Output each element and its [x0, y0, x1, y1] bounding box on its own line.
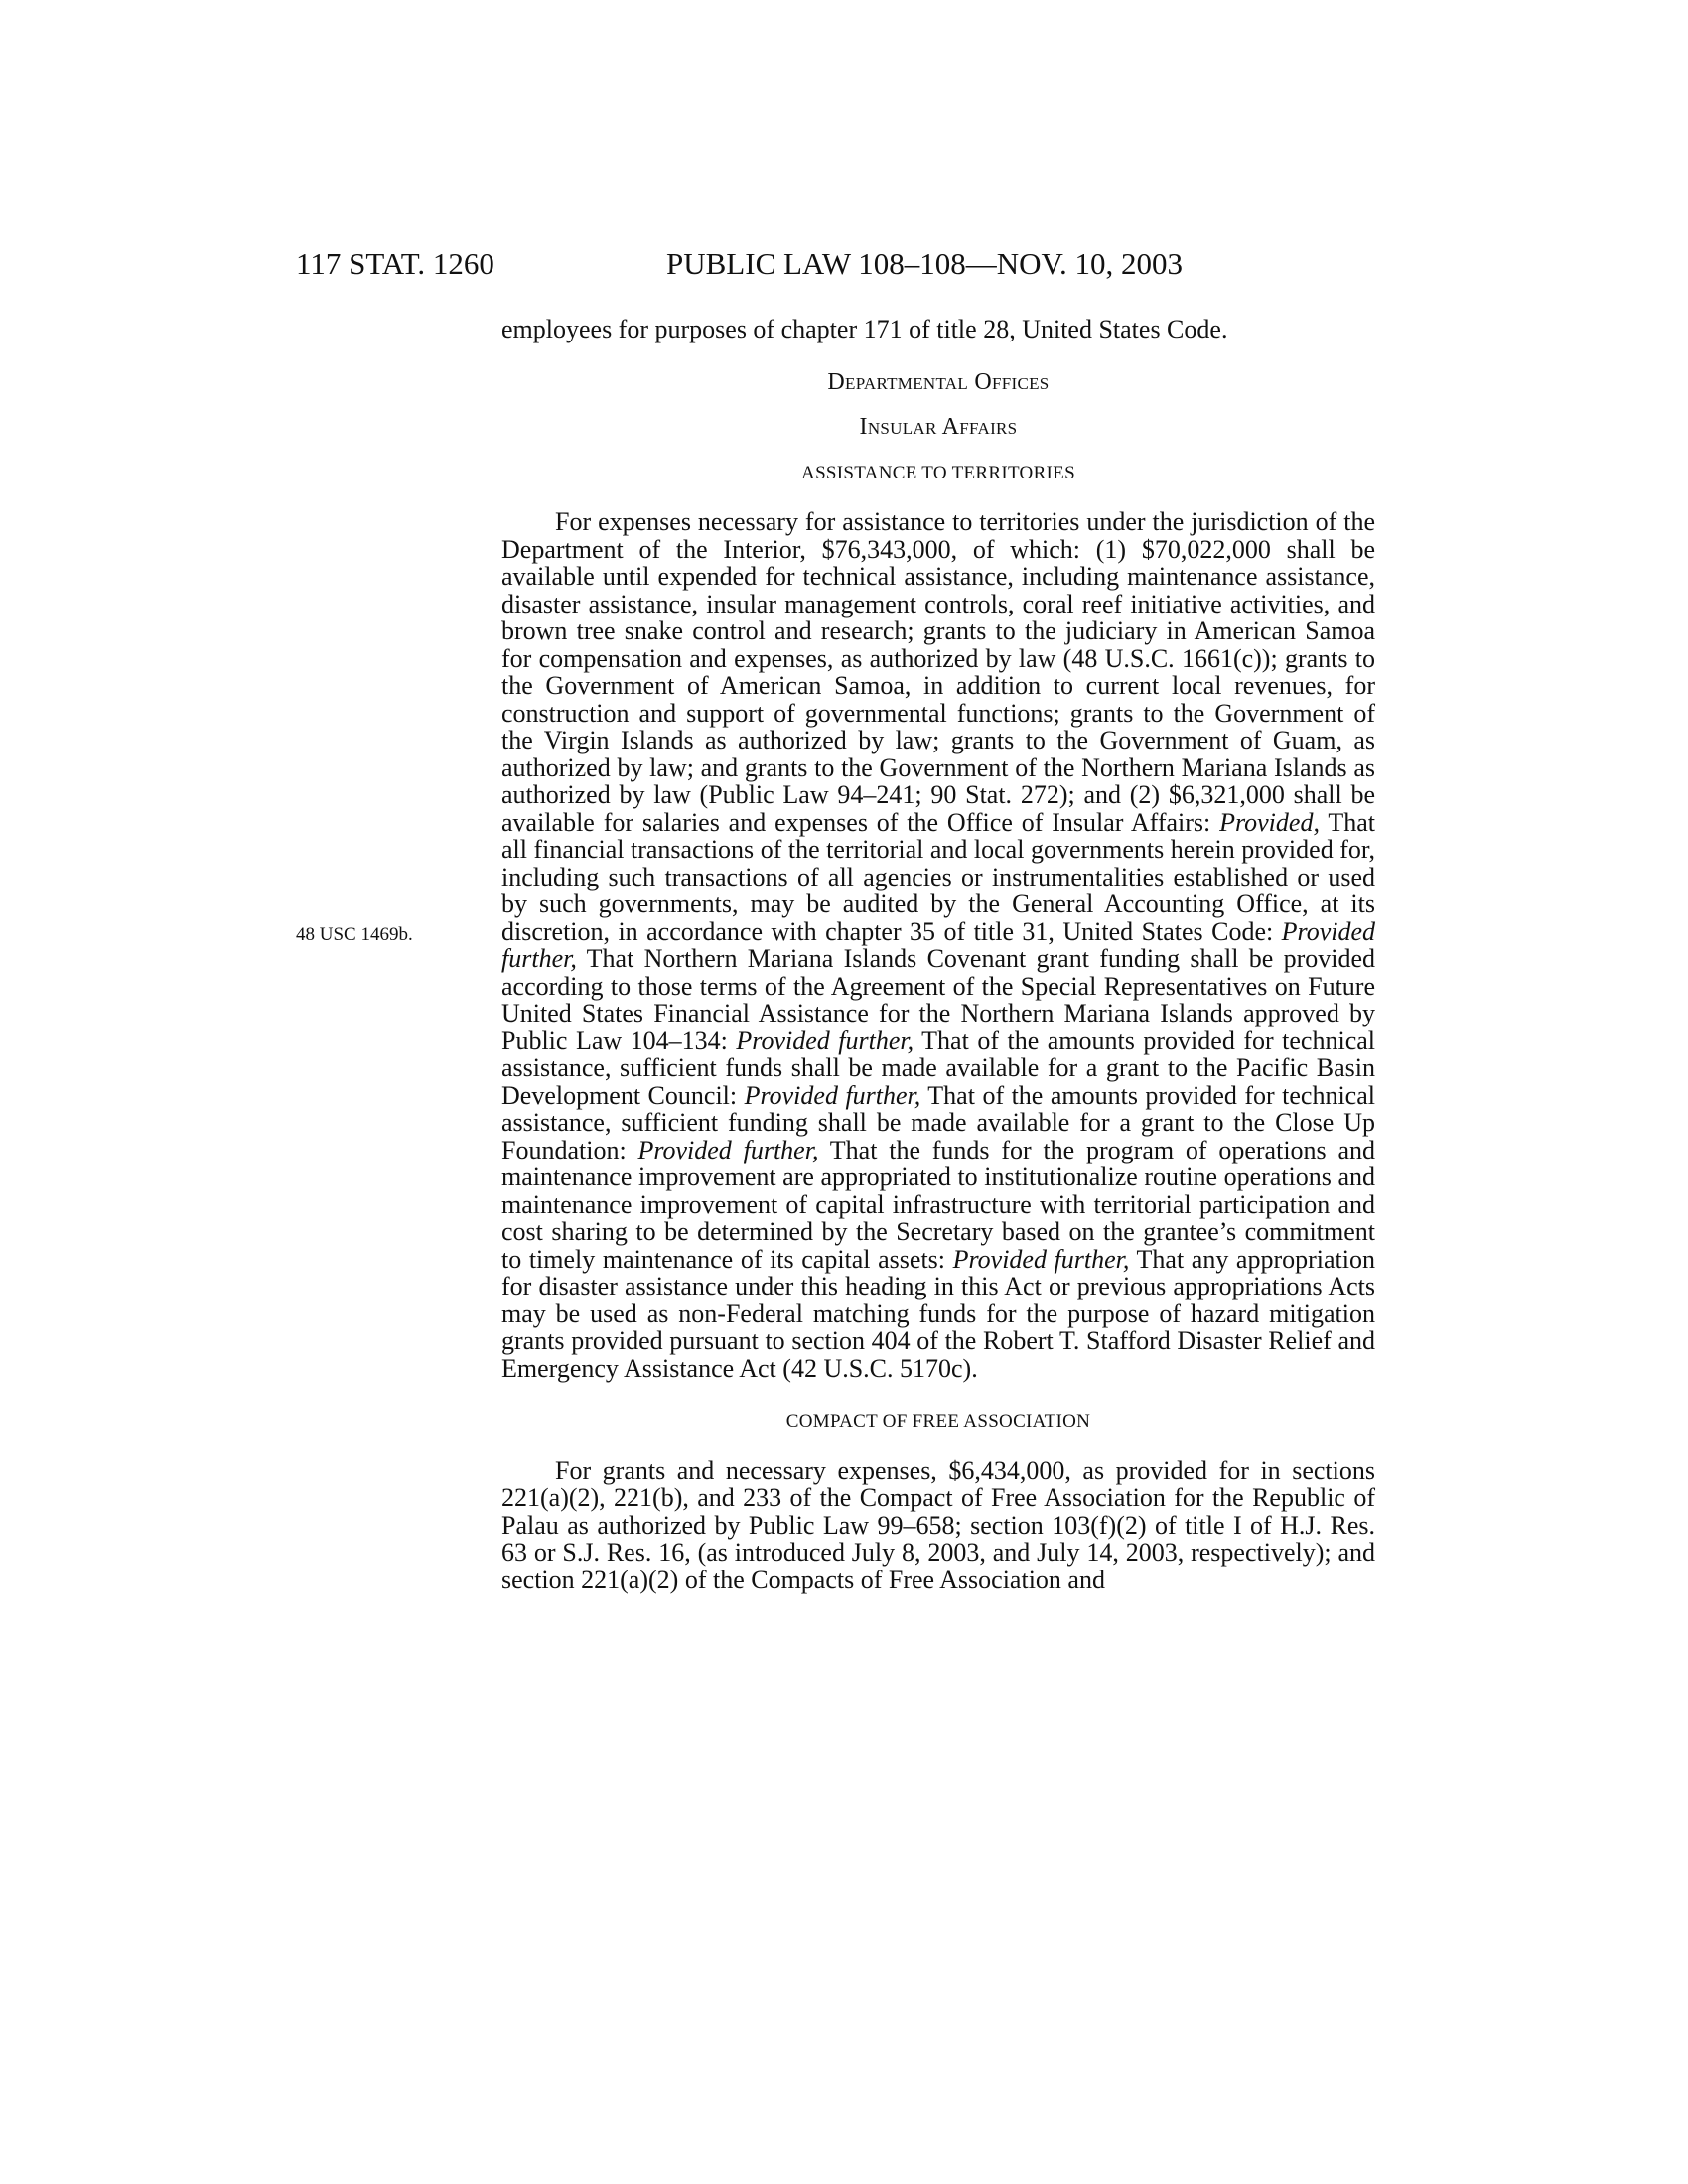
- assistance-text-2: That all financial transactions of the territorial and local governments herein provided for, including such transactions of all agencies or instrumentalities established or used by such governments, may be audited by the General Accounting Office, at its discretion, in accordance with chapter 35 of title 31, United States Code:: [501, 807, 1375, 946]
- assistance-text-6: That the funds for the program of operations and maintenance improvement are appropriated to institutionalize routine operations and maintenance improvement of capital infrastructure with territorial participation and cost sharing to be determined by the Secretary based on the grantee’s commitment to timely maintenance of its capital assets:: [501, 1135, 1375, 1274]
- proviso-1: Provided,: [1219, 807, 1320, 837]
- heading-insular-affairs: Insular Affairs: [859, 414, 1018, 440]
- assistance-text-5: That of the amounts provided for technical assistance, sufficient funding shall be made available for a grant to the Close Up Foundation:: [501, 1080, 1375, 1164]
- lead-paragraph: employees for purposes of chapter 171 of title 28, United States Code.: [501, 315, 1228, 343]
- assistance-text-1: For expenses necessary for assistance to territories under the jurisdiction of the Department of the Interior, $76,343,000, of which: (1) $70,022,000 shall be available until expended for technical assistance, including maintenance assistance, disaster assistance, insular management controls, coral reef initiative activities, and brown tree snake control and research; grants to the judiciary in American Samoa for compensation and expenses, as authorized by law (48 U.S.C. 1661(c)); grants to the Government of American Samoa, in addition to current local revenues, for construction and support of governmental functions; grants to the Government of the Virgin Islands as authorized by law; grants to the Government of Guam, as authorized by law; and grants to the Government of the Northern Mariana Islands as authorized by law (Public Law 94–241; 90 Stat. 272); and (2) $6,321,000 shall be available for salaries and expenses of the Office of Insular Affairs:: [501, 507, 1375, 837]
- proviso-4: Provided further,: [744, 1080, 921, 1110]
- assistance-text-7: That any appropriation for disaster assistance under this heading in this Act or previous appropriations Acts may be used as non-Federal matching funds for the purpose of hazard mitigation grants provided pursuant to section 404 of the Robert T. Stafford Disaster Relief and Emergency Assistance Act (42 U.S.C. 5170c).: [501, 1244, 1375, 1383]
- heading-departmental-offices: Departmental Offices: [827, 368, 1050, 395]
- heading-assistance-to-territories: ASSISTANCE TO TERRITORIES: [801, 462, 1075, 483]
- page-header: [296, 246, 1378, 286]
- running-title: PUBLIC LAW 108–108—NOV. 10, 2003: [666, 246, 1183, 281]
- document-body: [501, 316, 1375, 1593]
- proviso-2: Provided further,: [501, 916, 1375, 973]
- statute-page-number: 117 STAT. 1260: [296, 246, 494, 281]
- assistance-text-4: That of the amounts provided for technical assistance, sufficient funds shall be made available for a grant to the Pacific Basin Development Council:: [501, 1025, 1375, 1110]
- assistance-text-3: That Northern Mariana Islands Covenant grant funding shall be provided according to those terms of the Agreement of the Special Representatives on Future United States Financial Assistance for the Northern Mariana Islands approved by Public Law 104–134:: [501, 944, 1375, 1055]
- compact-paragraph: For grants and necessary expenses, $6,434,000, as provided for in sections 221(a)(2), 221(b), and 233 of the Compact of Free Association for the Republic of Palau as authorized by Public Law 99–658; section 103(f)(2) of title I of H.J. Res. 63 or S.J. Res. 16, (as introduced July 8, 2003, and July 14, 2003, respectively); and section 221(a)(2) of the Compacts of Free Association and: [501, 1455, 1375, 1594]
- heading-compact-of-free-association: COMPACT OF FREE ASSOCIATION: [785, 1411, 1091, 1432]
- assistance-paragraph: [501, 508, 1375, 1382]
- proviso-6: Provided further,: [952, 1244, 1130, 1274]
- proviso-5: Provided further,: [637, 1135, 819, 1164]
- proviso-3: Provided further,: [736, 1025, 914, 1055]
- margin-citation: 48 USC 1469b.: [296, 924, 413, 945]
